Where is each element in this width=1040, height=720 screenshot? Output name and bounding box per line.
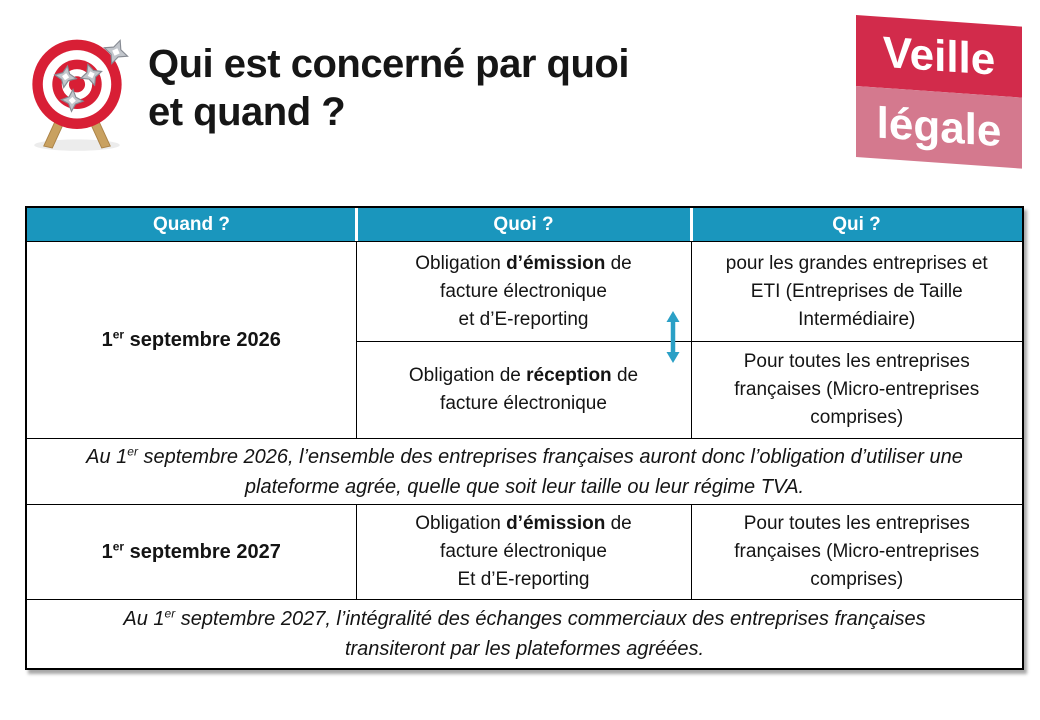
cell-date-2026: 1er septembre 2026 — [26, 242, 356, 439]
vertical-double-arrow-icon — [663, 311, 683, 363]
veille-legale-badge — [856, 15, 1022, 169]
col-header-quoi: Quoi ? — [356, 207, 691, 242]
table-row — [26, 242, 1023, 342]
col-header-qui: Qui ? — [691, 207, 1023, 242]
cell-qui-toutes-2026: Pour toutes les entreprises françaises (Micro-entreprises comprises) — [691, 342, 1023, 439]
cell-date-2027: 1er septembre 2027 — [26, 505, 356, 600]
cell-qui-toutes-2027: Pour toutes les entreprises françaises (Micro-entreprises comprises) — [691, 505, 1023, 600]
table-header-row — [26, 207, 1023, 242]
cell-qui-grandes-eti: pour les grandes entreprises et ETI (Entreprises de Taille Intermédiaire) — [691, 242, 1023, 342]
table-row — [26, 600, 1023, 669]
table-row — [26, 505, 1023, 600]
title-line-1: Qui est concerné par quoi — [148, 42, 629, 86]
target-with-darts-icon — [20, 26, 134, 154]
badge-line-legale: légale — [856, 86, 1022, 169]
badge-line-veille: Veille — [856, 15, 1022, 98]
cell-quoi-emission-2027: Obligation d’émission de facture électronique Et d’E-reporting — [356, 505, 691, 600]
cell-quoi-reception: Obligation de réception de facture électronique — [356, 342, 691, 439]
note-2027: Au 1er septembre 2027, l’intégralité des échanges commerciaux des entreprises françaises transiteront par les plateformes agréées. — [26, 600, 1023, 669]
col-header-quand: Quand ? — [26, 207, 356, 242]
page-title — [148, 40, 629, 136]
note-2026: Au 1er septembre 2026, l’ensemble des entreprises françaises auront donc l’obligation d’utiliser une plateforme agrée, quelle que soit leur taille ou leur régime TVA. — [26, 439, 1023, 505]
title-line-2: et quand ? — [148, 90, 346, 134]
table-row — [26, 439, 1023, 505]
cell-quoi-emission-2026: Obligation d’émission de facture électronique et d’E-reporting — [356, 242, 691, 342]
schedule-table — [25, 206, 1024, 670]
